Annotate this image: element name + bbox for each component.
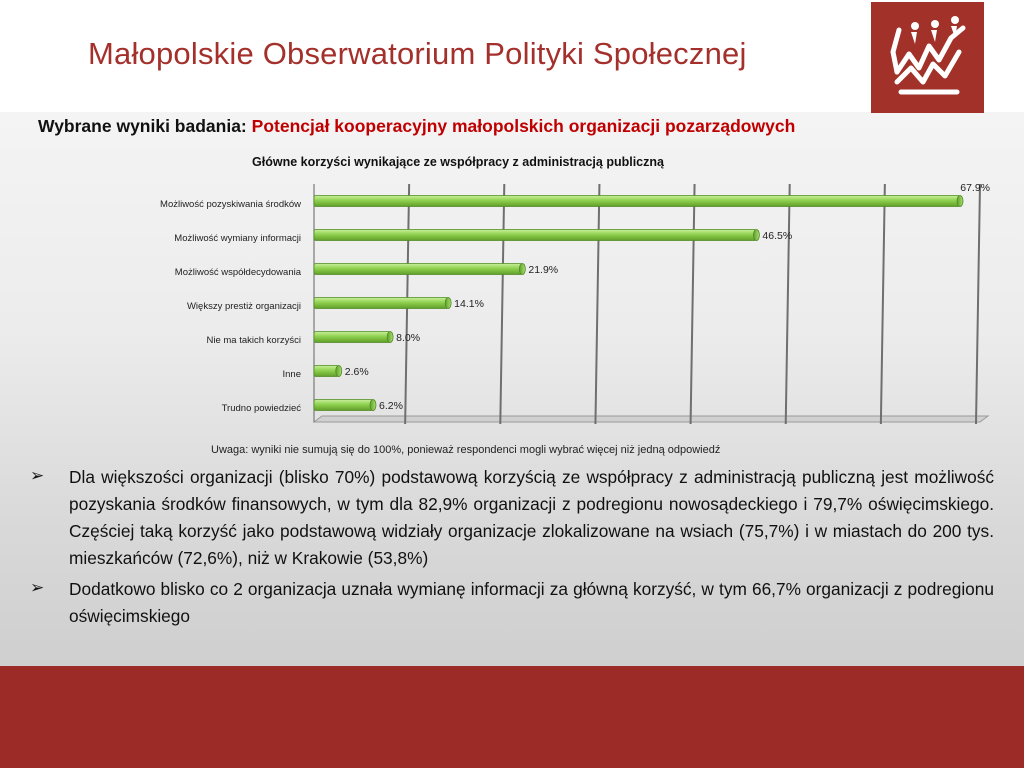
bar-cap <box>753 230 759 241</box>
bar-cap <box>957 196 963 207</box>
page-title: Małopolskie Obserwatorium Polityki Społecznej <box>88 36 747 71</box>
category-label: Możliwość wymiany informacji <box>174 233 301 244</box>
data-label: 67.9% <box>960 182 991 194</box>
bar-cap <box>387 332 393 343</box>
data-label: 2.6% <box>344 366 369 378</box>
chart-gridline <box>881 184 885 424</box>
bar <box>314 230 756 241</box>
chart-title: Główne korzyści wynikające ze współpracy z administracją publiczną <box>252 155 664 169</box>
subtitle-main: Potencjał kooperacyjny małopolskich organizacji pozarządowych <box>251 116 796 136</box>
chart-gridline <box>976 184 980 424</box>
bullet-arrow-icon: ➢ <box>30 578 45 597</box>
category-label: Inne <box>282 369 301 380</box>
data-label: 21.9% <box>528 264 559 276</box>
category-label: Nie ma takich korzyści <box>206 335 301 346</box>
bar-cap <box>336 366 342 377</box>
category-label: Większy prestiż organizacji <box>186 301 301 312</box>
bullet-item <box>30 464 994 572</box>
bullet-list <box>30 464 994 634</box>
subtitle-lead: Wybrane wyniki badania: <box>38 116 247 136</box>
bar <box>314 196 960 207</box>
footer-band <box>0 666 1024 768</box>
bullet-text: Dla większości organizacji (blisko 70%) podstawową korzyścią ze współpracy z administracją publiczną jest możliwość pozyskania środków finansowych, w tym dla 82,9% organizacji z podregionu nowosądeckiego i 79,7% oświęcimskiego. Częściej taką korzyść jako podstawową widziały organizacje zlokalizowane na wsiach (75,7%) i w miastach do 200 tys. mieszkańców (72,6%), niż w Krakowie (53,8%) <box>69 467 994 568</box>
data-label: 46.5% <box>762 230 793 242</box>
chart-floor <box>314 416 988 422</box>
chart-gridline <box>595 184 599 424</box>
category-label: Trudno powiedzieć <box>221 403 301 414</box>
bar <box>314 366 339 377</box>
data-label: 14.1% <box>454 298 484 310</box>
data-label: 6.2% <box>378 400 403 412</box>
bar-cap <box>519 264 525 275</box>
chart-gridline <box>691 184 695 424</box>
data-label: 8.0% <box>396 332 421 344</box>
bar <box>314 400 373 411</box>
bullet-item <box>30 576 994 630</box>
category-label: Możliwość pozyskiwania środków <box>160 199 301 210</box>
category-label: Możliwość współdecydowania <box>174 267 301 278</box>
chart-bars <box>314 196 963 411</box>
bullet-text: Dodatkowo blisko co 2 organizacja uznała wymianę informacji za główną korzyść, w tym 66,7% organizacji z podregionu oświęcimskiego <box>69 579 994 626</box>
bar-cap <box>445 298 451 309</box>
chart-note: Uwaga: wyniki nie sumują się do 100%, ponieważ respondenci mogli wybrać więcej niż jedną odpowiedź <box>211 444 721 456</box>
bar <box>314 332 390 343</box>
chart-gridline <box>786 184 790 424</box>
chart-gridline <box>500 184 504 424</box>
bullet-arrow-icon: ➢ <box>30 466 45 485</box>
bar-cap <box>370 400 376 411</box>
bar <box>314 298 448 309</box>
bar <box>314 264 522 275</box>
chart-labels <box>160 182 990 414</box>
